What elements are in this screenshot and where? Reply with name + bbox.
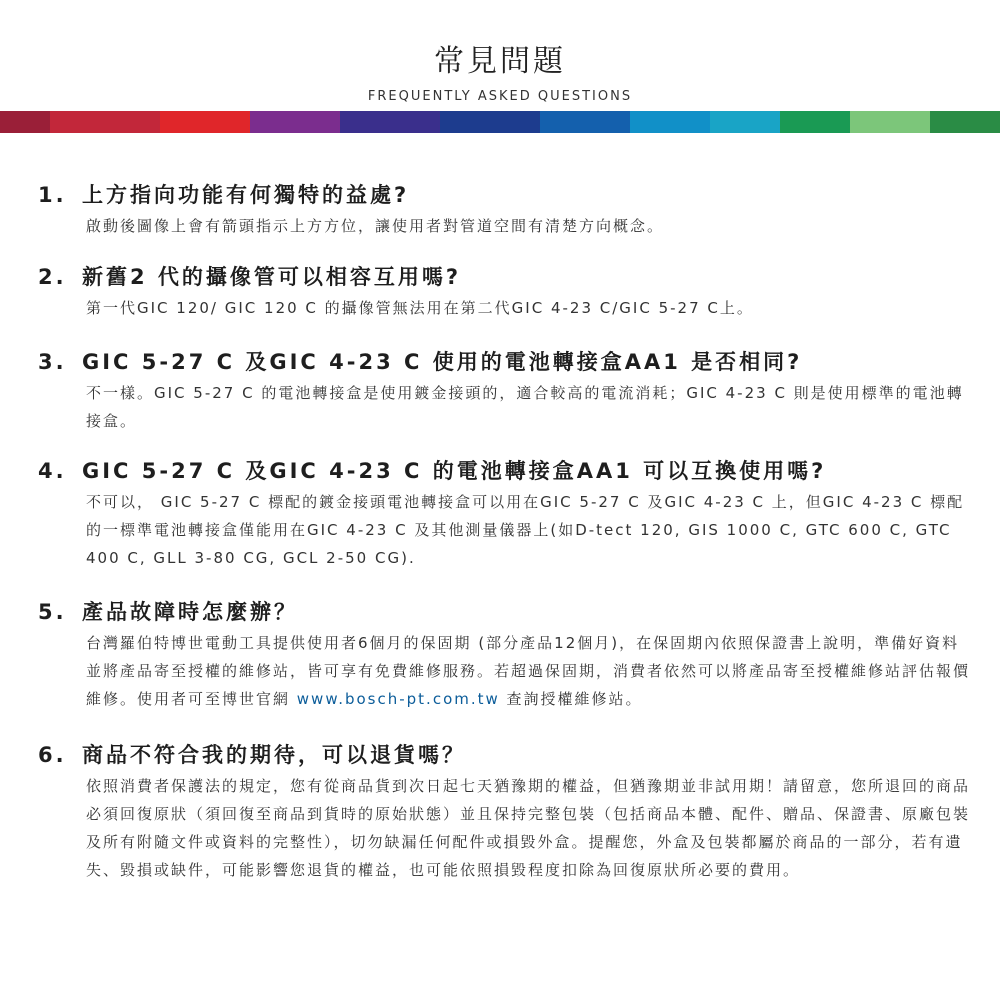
faq-item (38, 595, 978, 713)
faq-question (38, 178, 978, 212)
faq-question-text: 產品故障時怎麼辦？ (82, 600, 298, 624)
faq-question (38, 595, 978, 629)
faq-number: 6. (38, 743, 67, 767)
bosch-website-link[interactable]: www.bosch-pt.com.tw (296, 690, 500, 708)
faq-question (38, 260, 978, 294)
color-segment (50, 111, 160, 133)
color-segment (540, 111, 630, 133)
faq-answer: 啟動後圖像上會有箭頭指示上方方位，讓使用者對管道空間有清楚方向概念。 (86, 217, 665, 235)
page-title: 常見問題 (434, 44, 566, 79)
color-segment (250, 111, 340, 133)
faq-number: 3. (38, 350, 67, 374)
faq-number: 1. (38, 183, 67, 207)
faq-question-text: 上方指向功能有何獨特的益處? (82, 183, 410, 207)
faq-answer-text: 查詢授權維修站。 (499, 690, 643, 708)
faq-number: 2. (38, 265, 67, 289)
page-header (0, 0, 1000, 106)
faq-item (38, 738, 978, 884)
faq-number: 4. (38, 459, 67, 483)
color-segment (160, 111, 250, 133)
faq-list (38, 178, 978, 904)
faq-question-text: GIC 5-27 C 及GIC 4-23 C 的電池轉接盒AA1 可以互換使用嗎? (82, 459, 827, 483)
faq-question-text: 新舊2 代的攝像管可以相容互用嗎? (82, 265, 462, 289)
color-segment (630, 111, 710, 133)
color-segment (850, 111, 930, 133)
faq-question (38, 738, 978, 772)
faq-answer-text: 台灣羅伯特博世電動工具提供使用者6個月的保固期 (部分產品12個月)，在保固期內依照保證書上說明，準備好資料並將產品寄至授權的維修站，皆可享有免費維修服務。若超過保固期，消費者依然可以將產品寄至授權維修站評估報價維修。使用者可至博世官網 (86, 634, 971, 708)
color-segment (780, 111, 850, 133)
color-segment (340, 111, 440, 133)
color-segment (0, 111, 50, 133)
faq-answer: 第一代GIC 120/ GIC 120 C 的攝像管無法用在第二代GIC 4-23 C/GIC 5-27 C上。 (86, 299, 754, 317)
page-subtitle: FREQUENTLY ASKED QUESTIONS (367, 89, 633, 104)
color-segment (440, 111, 540, 133)
color-segment (710, 111, 780, 133)
faq-answer: 依照消費者保護法的規定，您有從商品貨到次日起七天猶豫期的權益，但猶豫期並非試用期！請留意，您所退回的商品必須回復原狀（須回復至商品到貨時的原始狀態）並且保持完整包裝（包括商品本體、配件、贈品、保證書、原廠包裝及所有附隨文件或資料的完整性），切勿缺漏任何配件或損毀外盒。提醒您，外盒及包裝都屬於商品的一部分，若有遺失、毀損或缺件，可能影響您退貨的權益，也可能依照損毀程度扣除為回復原狀所必要的費用。 (86, 777, 971, 879)
faq-answer (86, 629, 976, 713)
faq-answer: 不一樣。GIC 5-27 C 的電池轉接盒是使用鍍金接頭的，適合較高的電流消耗；GIC 4-23 C 則是使用標準的電池轉接盒。 (86, 384, 964, 430)
faq-item (38, 260, 978, 322)
faq-number: 5. (38, 600, 67, 624)
color-segment (930, 111, 1000, 133)
faq-item (38, 454, 978, 572)
brand-color-bar (0, 111, 1000, 133)
faq-question (38, 454, 978, 488)
faq-item (38, 345, 978, 435)
faq-question (38, 345, 978, 379)
faq-item (38, 178, 978, 240)
faq-question-text: 商品不符合我的期待，可以退貨嗎？ (82, 743, 466, 767)
faq-question-text: GIC 5-27 C 及GIC 4-23 C 使用的電池轉接盒AA1 是否相同? (82, 350, 803, 374)
faq-answer: 不可以， GIC 5-27 C 標配的鍍金接頭電池轉接盒可以用在GIC 5-27 C 及GIC 4-23 C 上，但GIC 4-23 C 標配的一標準電池轉接盒僅能用在GIC 4-23 C 及其他測量儀器上(如D-tect 120, GIS 1000 C, GTC 600 C, GTC 400 C, GLL 3-80 CG, GCL 2-50 CG). (86, 493, 965, 567)
